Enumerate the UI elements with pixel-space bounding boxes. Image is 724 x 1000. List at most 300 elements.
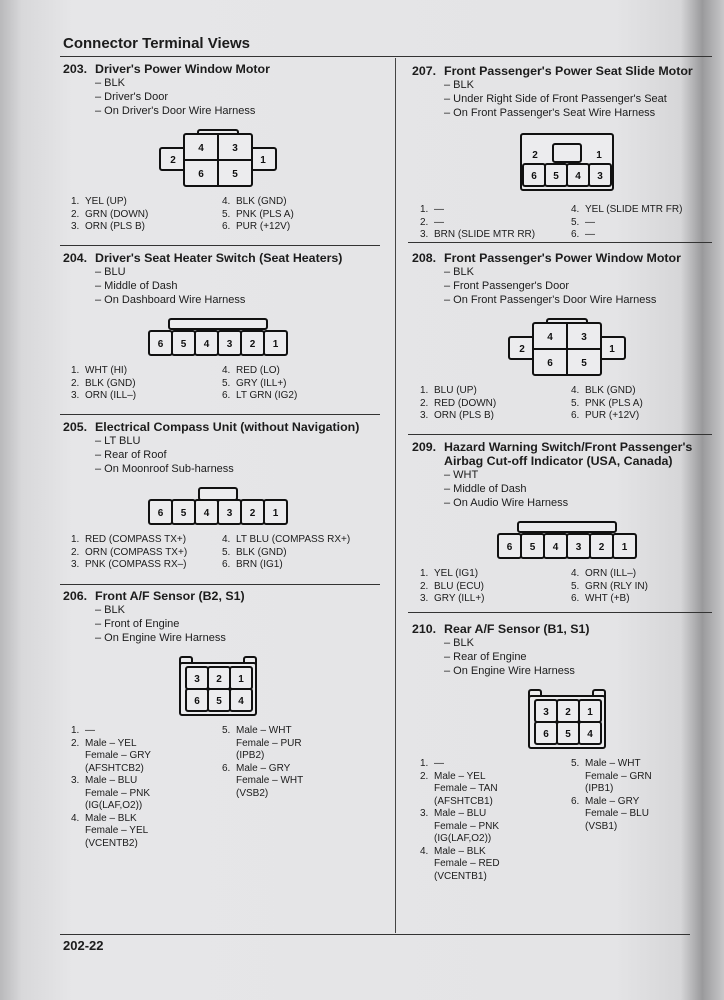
pin-number-label: 5 <box>232 169 238 180</box>
section-rule <box>60 584 380 585</box>
connector <box>63 655 373 717</box>
pin-description <box>434 808 499 846</box>
pin-text-line: RED (COMPASS TX+) <box>85 534 187 545</box>
pin-item <box>420 593 571 606</box>
pin-column <box>571 568 722 606</box>
pin-text-line: Male – BLK <box>85 812 137 824</box>
pin-text-line: LT GRN (IG2) <box>236 390 298 401</box>
section-heading <box>63 62 373 76</box>
pin-text-line: — <box>434 204 444 215</box>
pin-number: 5. <box>222 725 231 736</box>
pin-number-label: 6 <box>157 339 164 350</box>
pin-text-line: BLK (GND) <box>585 385 636 396</box>
section-heading <box>412 64 722 78</box>
pin-item <box>222 547 373 560</box>
pin-number-label: 6 <box>543 729 549 740</box>
pin-column <box>222 365 373 403</box>
section-rule <box>408 434 712 435</box>
pin-item <box>571 568 722 581</box>
pin-text-line: YEL (UP) <box>85 196 127 207</box>
pin-description <box>236 196 287 209</box>
pin-text-line: Male – BLU <box>434 808 487 819</box>
pin-number-label: 4 <box>203 339 210 350</box>
page-title: Connector Terminal Views <box>63 35 250 52</box>
pin-item <box>222 365 373 378</box>
pin-number-label: 6 <box>194 696 200 707</box>
pin-item <box>420 568 571 581</box>
pin-description <box>585 398 643 411</box>
pin-description <box>585 593 630 606</box>
pin-number: 2. <box>71 208 80 220</box>
section-title: Hazard Warning Switch/Front Passenger's Airbag Cut-off Indicator (USA, Canada) <box>444 440 693 468</box>
pin-item <box>71 547 222 560</box>
pin-text-line: (IG(LAF,O2)) <box>434 833 492 844</box>
pin-text-line: RED (DOWN) <box>434 397 497 409</box>
pin-number: 2. <box>71 377 80 389</box>
pin-column <box>420 385 571 423</box>
pin-number: 5. <box>571 758 580 769</box>
pin-item <box>571 581 722 594</box>
pin-column <box>420 568 571 606</box>
pin-item <box>71 559 222 572</box>
pin-text-line: WHT (+B) <box>585 593 630 604</box>
pin-number: 6. <box>571 795 580 807</box>
pin-description <box>236 365 280 378</box>
pin-number-label: 3 <box>226 339 233 350</box>
connector <box>412 317 722 377</box>
page-number: 202-22 <box>63 938 104 953</box>
pin-description <box>585 581 648 594</box>
connector-detail: – On Engine Wire Harness <box>95 632 226 644</box>
pin-text-line: PUR (+12V) <box>236 221 291 232</box>
section-number: 205. <box>63 420 88 434</box>
pin-number: 6. <box>222 559 231 570</box>
connector-detail: – Rear of Engine <box>444 651 527 663</box>
pin-number-label: 6 <box>531 171 537 182</box>
pin-text-line: Female – PNK <box>434 820 500 832</box>
pin-description <box>585 796 649 834</box>
pin-number: 2. <box>420 770 429 782</box>
pin-number-label: 5 <box>180 339 187 350</box>
pin-number-label: 1 <box>587 707 593 718</box>
pin-number-label: 4 <box>238 696 244 707</box>
pin-description <box>236 547 287 560</box>
pin-description <box>85 378 136 391</box>
pin-text-line: Female – RED <box>434 858 500 869</box>
pin-number: 1. <box>71 365 80 376</box>
pin-text-line: BLK (GND) <box>85 377 136 389</box>
pin-number-label: 1 <box>238 674 244 685</box>
pin-column <box>420 758 571 883</box>
pin-text-line: ORN (ILL–) <box>585 568 637 579</box>
pin-item <box>571 229 722 242</box>
pin-item <box>222 196 373 209</box>
pin-description <box>585 758 652 796</box>
pin-item <box>71 390 222 403</box>
pin-text-line: PNK (COMPASS RX–) <box>85 559 187 570</box>
connector-detail: – Front Passenger's Door <box>444 280 569 292</box>
pin-number-label: 2 <box>249 339 256 350</box>
pin-number-label: 2 <box>532 150 538 161</box>
pin-number: 6. <box>222 762 231 774</box>
pin-description <box>434 398 496 411</box>
pin-number-label: 1 <box>260 155 266 166</box>
pin-description <box>434 568 478 581</box>
pin-text-line: BLU (UP) <box>434 385 477 396</box>
pin-column <box>571 758 722 883</box>
pin-item <box>571 410 722 423</box>
connector-diagram <box>507 317 627 377</box>
pin-number: 4. <box>71 812 80 824</box>
pin-number-label: 3 <box>194 674 200 685</box>
section-title: Driver's Power Window Motor <box>95 62 270 76</box>
pin-item <box>71 738 222 776</box>
pin-text-line: (VCENTB2) <box>85 837 138 849</box>
pin-text-line: Male – YEL <box>85 737 137 749</box>
section-207 <box>412 64 722 242</box>
pin-description <box>236 559 283 572</box>
pin-item <box>222 725 373 763</box>
section-208 <box>412 251 722 423</box>
pin-item <box>571 204 722 217</box>
pin-text-line: BLU (ECU) <box>434 580 485 592</box>
pin-number-label: 3 <box>597 171 603 182</box>
pin-number: 6. <box>222 390 231 401</box>
pin-text-line: Female – WHT <box>236 775 304 786</box>
pin-description <box>85 559 187 572</box>
pin-item <box>420 229 571 242</box>
pin-text-line: ORN (COMPASS TX+) <box>85 546 188 558</box>
connector-detail: – BLK <box>95 604 125 616</box>
pin-description <box>236 390 297 403</box>
pin-number-label: 6 <box>198 169 204 180</box>
pin-text-line: — <box>434 216 444 228</box>
pin-number-label: 3 <box>232 143 238 154</box>
pin-number: 4. <box>222 534 231 545</box>
pin-number: 2. <box>420 580 429 592</box>
pin-number-label: 4 <box>587 729 593 740</box>
section-number: 204. <box>63 251 88 265</box>
pin-number-label: 4 <box>198 143 204 154</box>
pin-text-line: Male – GRY <box>236 762 291 774</box>
pin-text-line: PUR (+12V) <box>585 410 640 421</box>
pin-item <box>420 385 571 398</box>
pin-item <box>571 796 722 834</box>
pin-item <box>420 204 571 217</box>
pin-text-line: GRY (ILL+) <box>236 377 287 389</box>
section-heading <box>63 251 373 265</box>
pin-number: 1. <box>420 758 429 769</box>
pin-number: 4. <box>222 365 231 376</box>
pin-description <box>434 593 485 606</box>
pin-number: 4. <box>420 845 429 857</box>
pin-text-line: (IPB2) <box>236 750 265 761</box>
section-number: 203. <box>63 62 88 76</box>
section-heading <box>412 440 722 468</box>
pin-column <box>71 534 222 572</box>
pin-item <box>71 209 222 222</box>
pin-number-label: 1 <box>609 344 615 355</box>
section-heading <box>63 420 373 434</box>
pin-description <box>236 378 287 391</box>
pin-number: 4. <box>571 568 580 579</box>
pin-list <box>420 204 722 242</box>
pin-text-line: PNK (PLS A) <box>585 397 643 409</box>
pin-number: 3. <box>420 229 429 240</box>
section-heading <box>412 622 722 636</box>
pin-number-label: 5 <box>581 358 587 369</box>
pin-description <box>85 196 127 209</box>
pin-description <box>585 385 636 398</box>
pin-text-line: BLK (GND) <box>236 546 287 558</box>
pin-item <box>420 581 571 594</box>
pin-number: 4. <box>571 385 580 396</box>
connector-detail: – WHT <box>444 469 479 481</box>
pin-number: 2. <box>420 397 429 409</box>
pin-description <box>585 410 639 423</box>
pin-text-line: Male – WHT <box>585 758 641 769</box>
section-205 <box>63 420 373 572</box>
pin-column <box>571 204 722 242</box>
pin-item <box>420 771 571 809</box>
pin-item <box>222 534 373 547</box>
pin-text-line: YEL (SLIDE MTR FR) <box>585 204 683 215</box>
pin-text-line: (AFSHTCB1) <box>434 795 493 807</box>
pin-item <box>71 813 222 851</box>
pin-item <box>420 398 571 411</box>
pin-number: 5. <box>222 546 231 558</box>
pin-description <box>434 758 444 771</box>
pin-number: 6. <box>571 229 580 240</box>
pin-description <box>85 534 186 547</box>
pin-description <box>85 725 95 738</box>
connector-detail: – Rear of Roof <box>95 449 167 461</box>
connector-detail: – On Engine Wire Harness <box>444 665 575 677</box>
pin-number-label: 3 <box>581 332 587 343</box>
connector-detail: – On Moonroof Sub-harness <box>95 463 234 475</box>
pin-column <box>222 725 373 850</box>
pin-number: 3. <box>71 390 80 401</box>
pin-item <box>571 217 722 230</box>
pin-text-line: Male – WHT <box>236 725 292 736</box>
pin-text-line: BRN (IG1) <box>236 559 283 570</box>
connector <box>63 486 373 526</box>
pin-text-line: (VCENTB1) <box>434 870 487 882</box>
pin-description <box>236 534 350 547</box>
pin-text-line: BLK (GND) <box>236 196 287 207</box>
section-206 <box>63 589 373 850</box>
pin-number-label: 5 <box>553 171 559 182</box>
pin-text-line: Female – TAN <box>434 783 498 794</box>
pin-description <box>434 771 498 809</box>
pin-number: 4. <box>222 196 231 207</box>
pin-item <box>420 758 571 771</box>
pin-number: 1. <box>420 204 429 215</box>
connector <box>63 128 373 188</box>
pin-description <box>434 385 477 398</box>
pin-number-label: 2 <box>216 674 222 685</box>
pin-description <box>85 209 148 222</box>
pin-description <box>434 846 500 884</box>
pin-list <box>71 196 373 234</box>
section-rule <box>60 414 380 415</box>
connector-detail: – Under Right Side of Front Passenger's Seat <box>444 93 667 105</box>
pin-text-line: ORN (ILL–) <box>85 390 137 401</box>
section-209 <box>412 440 722 606</box>
pin-description <box>585 568 636 581</box>
connector <box>412 688 722 750</box>
pin-number: 3. <box>420 410 429 421</box>
section-title: Front Passenger's Power Seat Slide Motor <box>444 64 693 78</box>
pin-column <box>222 534 373 572</box>
pin-number: 1. <box>420 568 429 579</box>
title-rule <box>60 56 712 57</box>
connector-detail: – BLK <box>95 77 125 89</box>
pin-item <box>420 217 571 230</box>
section-number: 206. <box>63 589 88 603</box>
pin-number-label: 6 <box>547 358 553 369</box>
pin-number-label: 5 <box>565 729 571 740</box>
connector-diagram <box>517 130 617 196</box>
pin-number-label: 2 <box>249 508 256 519</box>
pin-description <box>85 547 187 560</box>
section-number: 210. <box>412 622 437 636</box>
pin-description <box>434 217 444 230</box>
pin-number-label: 3 <box>575 542 582 553</box>
pin-text-line: WHT (HI) <box>85 365 128 376</box>
pin-number: 1. <box>420 385 429 396</box>
pin-number-label: 4 <box>575 171 581 182</box>
pin-item <box>420 410 571 423</box>
pin-number-label: 4 <box>552 542 559 553</box>
pin-item <box>420 808 571 846</box>
pin-item <box>571 758 722 796</box>
section-number: 207. <box>412 64 437 78</box>
pin-number-label: 4 <box>203 508 210 519</box>
pin-text-line: PNK (PLS A) <box>236 208 294 220</box>
pin-item <box>571 398 722 411</box>
pin-number: 1. <box>71 534 80 545</box>
pin-description <box>236 221 290 234</box>
pin-item <box>71 775 222 813</box>
pin-description <box>585 217 595 230</box>
pin-text-line: YEL (IG1) <box>434 568 479 579</box>
pin-text-line: (AFSHTCB2) <box>85 762 144 774</box>
section-title: Rear A/F Sensor (B1, S1) <box>444 622 590 636</box>
connector-diagram <box>496 520 638 560</box>
connector-detail: – On Front Passenger's Seat Wire Harness <box>444 107 656 119</box>
pin-text-line: BRN (SLIDE MTR RR) <box>434 229 536 240</box>
pin-description <box>434 204 444 217</box>
pin-number: 6. <box>571 593 580 604</box>
pin-description <box>85 390 136 403</box>
pin-item <box>71 725 222 738</box>
pin-description <box>236 725 302 763</box>
pin-number: 3. <box>71 221 80 232</box>
pin-description <box>434 229 535 242</box>
pin-text-line: Female – BLU <box>585 808 649 819</box>
pin-text-line: Female – GRY <box>85 750 151 761</box>
pin-description <box>236 763 303 801</box>
pin-number-label: 5 <box>529 542 536 553</box>
pin-text-line: (IPB1) <box>585 783 614 794</box>
pin-text-line: (IG(LAF,O2)) <box>85 800 143 811</box>
pin-column <box>571 385 722 423</box>
pin-text-line: Female – GRN <box>585 770 652 782</box>
pin-number: 1. <box>71 725 80 736</box>
pin-item <box>222 763 373 801</box>
pin-number: 5. <box>222 377 231 389</box>
pin-column <box>71 365 222 403</box>
pin-number-label: 1 <box>596 150 602 161</box>
pin-item <box>571 385 722 398</box>
section-rule <box>408 242 712 243</box>
pin-number: 2. <box>420 216 429 228</box>
section-heading <box>63 589 373 603</box>
pin-item <box>420 846 571 884</box>
pin-column <box>420 204 571 242</box>
pin-number: 3. <box>71 775 80 786</box>
pin-description <box>85 813 148 851</box>
pin-item <box>71 196 222 209</box>
pin-list <box>420 568 722 606</box>
pin-list <box>71 725 373 850</box>
pin-number-label: 3 <box>543 707 549 718</box>
pin-number-label: 2 <box>598 542 605 553</box>
pin-number: 5. <box>222 208 231 220</box>
section-203 <box>63 62 373 234</box>
pin-text-line: — <box>85 725 95 736</box>
connector-detail: – BLU <box>95 266 126 278</box>
connector-diagram <box>158 128 278 188</box>
pin-text-line: ORN (PLS B) <box>434 410 495 421</box>
pin-number: 3. <box>420 808 429 819</box>
section-number: 209. <box>412 440 437 454</box>
connector-detail: – Middle of Dash <box>95 280 178 292</box>
pin-column <box>71 196 222 234</box>
pin-number: 4. <box>571 204 580 215</box>
connector-detail: – On Dashboard Wire Harness <box>95 294 246 306</box>
pin-description <box>85 365 127 378</box>
pin-text-line: Male – BLK <box>434 845 486 857</box>
pin-item <box>222 378 373 391</box>
connector-detail: – BLK <box>444 266 474 278</box>
connector-detail: – Front of Engine <box>95 618 180 630</box>
pin-number-label: 2 <box>170 155 176 166</box>
pin-text-line: Female – PUR <box>236 737 302 749</box>
connector-detail: – Driver's Door <box>95 91 169 103</box>
pin-text-line: RED (LO) <box>236 365 280 376</box>
pin-list <box>71 365 373 403</box>
pin-number: 5. <box>571 397 580 409</box>
section-rule <box>408 612 712 613</box>
pin-description <box>236 209 294 222</box>
pin-number-label: 4 <box>547 332 553 343</box>
pin-number-label: 6 <box>506 542 513 553</box>
pin-list <box>420 758 722 883</box>
section-heading <box>412 251 722 265</box>
pin-number: 6. <box>571 410 580 421</box>
pin-text-line: Male – GRY <box>585 795 640 807</box>
pin-description <box>585 229 595 242</box>
pin-description <box>85 738 151 776</box>
pin-description <box>85 775 150 813</box>
pin-text-line: ORN (PLS B) <box>85 221 146 232</box>
connector-diagram <box>525 688 609 750</box>
section-210 <box>412 622 722 883</box>
connector <box>412 520 722 560</box>
pin-item <box>222 390 373 403</box>
